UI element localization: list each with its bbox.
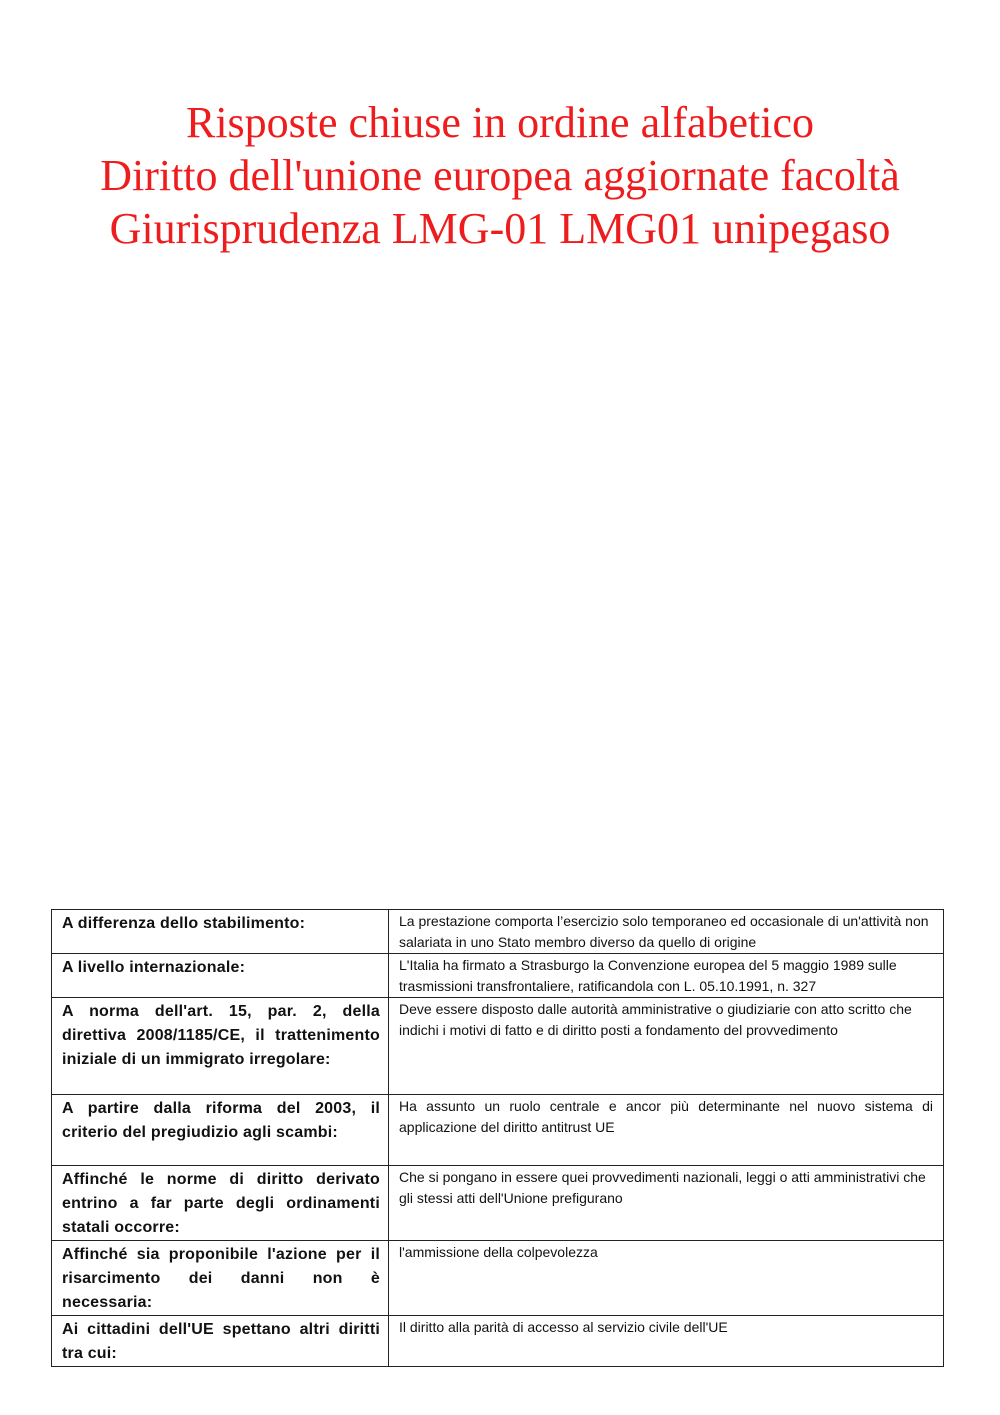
- qa-table: [51, 909, 944, 1367]
- answer-cell: Che si pongano in essere quei provvedimenti nazionali, leggi o atti amministrativi che gli stessi atti dell'Unione prefigurano: [389, 1166, 944, 1241]
- title-line-3: Giurisprudenza LMG-01 LMG01 unipegaso: [109, 204, 891, 253]
- title-line-2: Diritto dell'unione europea aggiornate facoltà: [100, 151, 900, 200]
- answer-cell: Ha assunto un ruolo centrale e ancor più determinante nel nuovo sistema di applicazione del diritto antitrust UE: [389, 1095, 944, 1166]
- answer-cell: Deve essere disposto dalle autorità amministrative o giudiziarie con atto scritto che indichi i motivi di fatto e di diritto posti a fondamento del provvedimento: [389, 998, 944, 1095]
- question-cell: A livello internazionale:: [52, 954, 389, 998]
- answer-cell: Il diritto alla parità di accesso al servizio civile dell'UE: [389, 1316, 944, 1367]
- title-line-1: Risposte chiuse in ordine alfabetico: [185, 98, 815, 147]
- table-row: [52, 1095, 944, 1166]
- answer-cell: La prestazione comporta l’esercizio solo temporaneo ed occasionale di un'attività non salariata in uno Stato membro diverso da quello di origine: [389, 910, 944, 954]
- question-cell: Affinché sia proponibile l'azione per il risarcimento dei danni non è necessaria:: [52, 1241, 389, 1316]
- table-row: [52, 998, 944, 1095]
- answer-cell: L'Italia ha firmato a Strasburgo la Convenzione europea del 5 maggio 1989 sulle trasmissioni transfrontaliere, ratificandola con L. 05.10.1991, n. 327: [389, 954, 944, 998]
- table-row: [52, 1166, 944, 1241]
- table-row: [52, 910, 944, 954]
- table-row: [52, 1241, 944, 1316]
- question-cell: Ai cittadini dell'UE spettano altri diritti tra cui:: [52, 1316, 389, 1367]
- question-cell: A differenza dello stabilimento:: [52, 910, 389, 954]
- table-row: [52, 954, 944, 998]
- answer-cell: l'ammissione della colpevolezza: [389, 1241, 944, 1316]
- table-row: [52, 1316, 944, 1367]
- page-title: [0, 96, 1000, 255]
- question-cell: A norma dell'art. 15, par. 2, della direttiva 2008/1185/CE, il trattenimento iniziale di un immigrato irregolare:: [52, 998, 389, 1095]
- question-cell: A partire dalla riforma del 2003, il criterio del pregiudizio agli scambi:: [52, 1095, 389, 1166]
- question-cell: Affinché le norme di diritto derivato entrino a far parte degli ordinamenti statali occorre:: [52, 1166, 389, 1241]
